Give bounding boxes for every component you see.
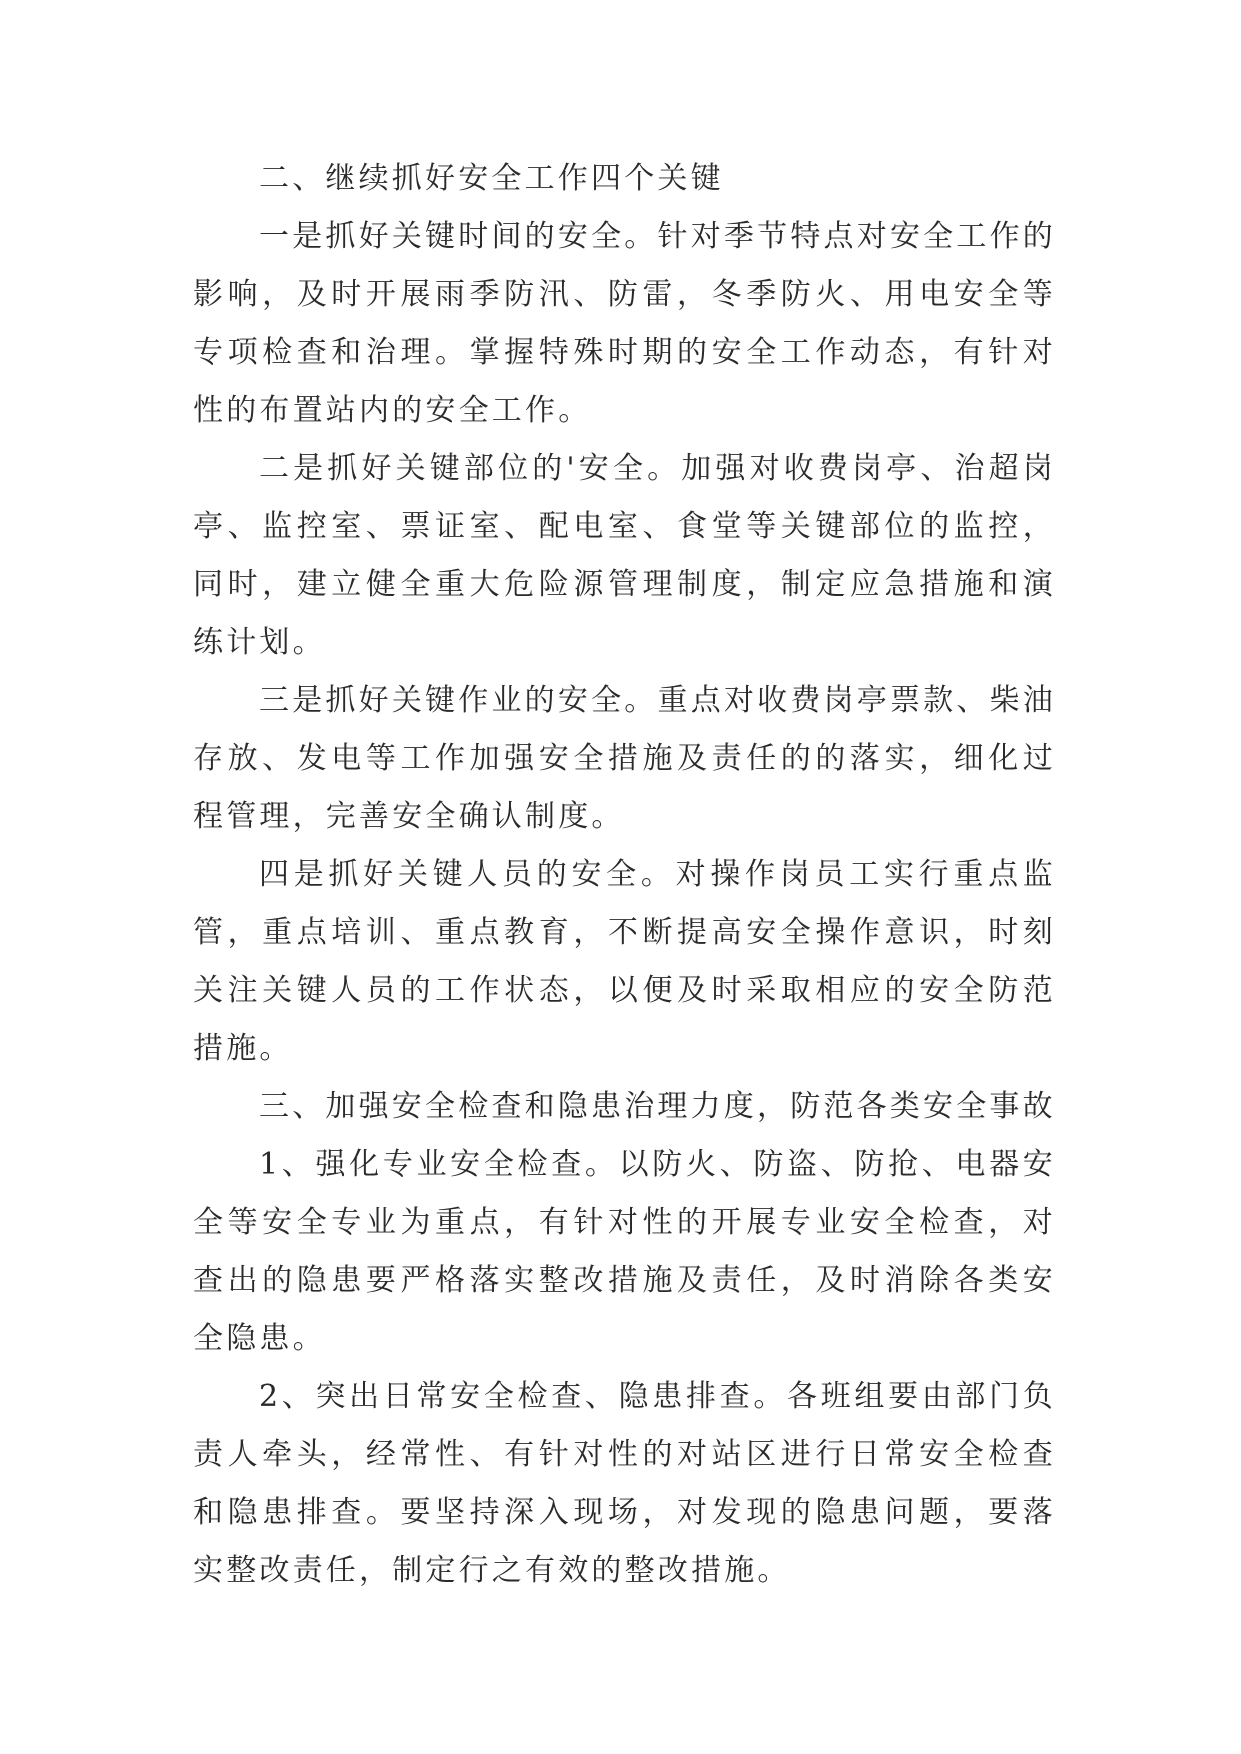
section-heading-3: 三、加强安全检查和隐患治理力度，防范各类安全事故 <box>259 1089 1056 1124</box>
paragraph-daily-inspection: 2、突出日常安全检查、隐患排查。各班组要由部门负责人牵头，经常性、有针对性的对站区进行日常安全检查和隐患排查。要坚持深入现场，对发现的隐患问题，要落实整改责任，制定行之有效的整改措施。 <box>193 1379 1056 1588</box>
paragraph-key-operation: 三是抓好关键作业的安全。重点对收费岗亭票款、柴油存放、发电等工作加强安全措施及责任的的落实，细化过程管理，完善安全确认制度。 <box>193 683 1056 834</box>
paragraph-key-time: 一是抓好关键时间的安全。针对季节特点对安全工作的影响，及时开展雨季防汛、防雷，冬季防火、用电安全等专项检查和治理。掌握特殊时期的安全工作动态，有针对性的布置站内的安全工作。 <box>193 219 1056 428</box>
paragraph-key-location: 二是抓好关键部位的'安全。加强对收费岗亭、治超岗亭、监控室、票证室、配电室、食堂等关键部位的监控，同时，建立健全重大危险源管理制度，制定应急措施和演练计划。 <box>193 451 1056 660</box>
paragraph-professional-inspection: 1、强化专业安全检查。以防火、防盗、防抢、电器安全等安全专业为重点，有针对性的开展专业安全检查，对查出的隐患要严格落实整改措施及责任，及时消除各类安全隐患。 <box>193 1147 1056 1356</box>
section-heading-2: 二、继续抓好安全工作四个关键 <box>259 161 724 196</box>
paragraph-key-personnel: 四是抓好关键人员的安全。对操作岗员工实行重点监管，重点培训、重点教育，不断提高安全操作意识，时刻关注关键人员的工作状态，以便及时采取相应的安全防范措施。 <box>193 857 1056 1066</box>
document-body <box>193 150 1056 1600</box>
